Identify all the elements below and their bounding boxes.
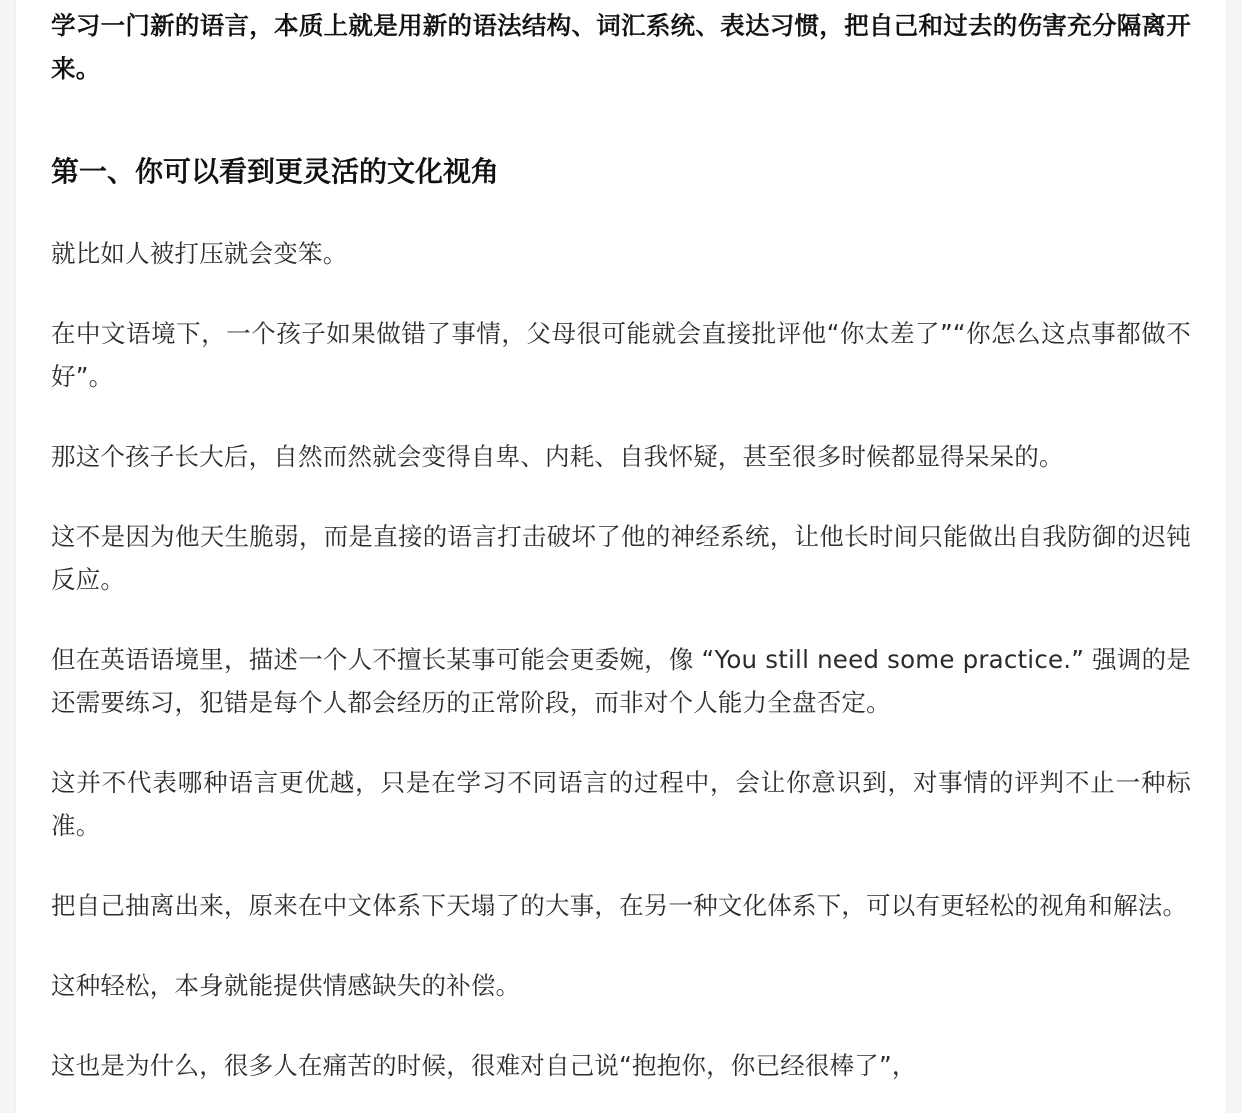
section-heading: 第一、你可以看到更灵活的文化视角 <box>51 155 500 188</box>
page-scroll-area[interactable] <box>1226 0 1242 1113</box>
article-page <box>16 0 1226 1113</box>
paragraph: 那这个孩子长大后，自然而然就会变得自卑、内耗、自我怀疑，甚至很多时候都显得呆呆的。 <box>51 442 1064 471</box>
lead-paragraph: 学习一门新的语言，本质上就是用新的语法结构、词汇系统、表达习惯，把自己和过去的伤害充分隔离开来。 <box>51 11 1191 83</box>
paragraph: 但在英语语境里，描述一个人不擅长某事可能会更委婉，像 “You still need some practice.” 强调的是还需要练习，犯错是每个人都会经历的正常阶段，而非对个人能力全盘否定。 <box>51 645 1191 717</box>
paragraph: 这也是为什么，很多人在痛苦的时候，很难对自己说“抱抱你，你已经很棒了”， <box>51 1051 917 1080</box>
paragraph: 把自己抽离出来，原来在中文体系下天塌了的大事，在另一种文化体系下，可以有更轻松的视角和解法。 <box>51 891 1188 920</box>
paragraph: 就比如人被打压就会变笨。 <box>51 239 348 268</box>
paragraph: 这不是因为他天生脆弱，而是直接的语言打击破坏了他的神经系统，让他长时间只能做出自我防御的迟钝反应。 <box>51 522 1191 594</box>
paragraph: 在中文语境下，一个孩子如果做错了事情，父母很可能就会直接批评他“你太差了”“你怎么这点事都做不好”。 <box>51 319 1191 391</box>
paragraph: 这种轻松，本身就能提供情感缺失的补偿。 <box>51 971 521 1000</box>
article-body <box>51 4 1191 1113</box>
paragraph: 这并不代表哪种语言更优越，只是在学习不同语言的过程中，会让你意识到，对事情的评判不止一种标准。 <box>51 768 1191 840</box>
